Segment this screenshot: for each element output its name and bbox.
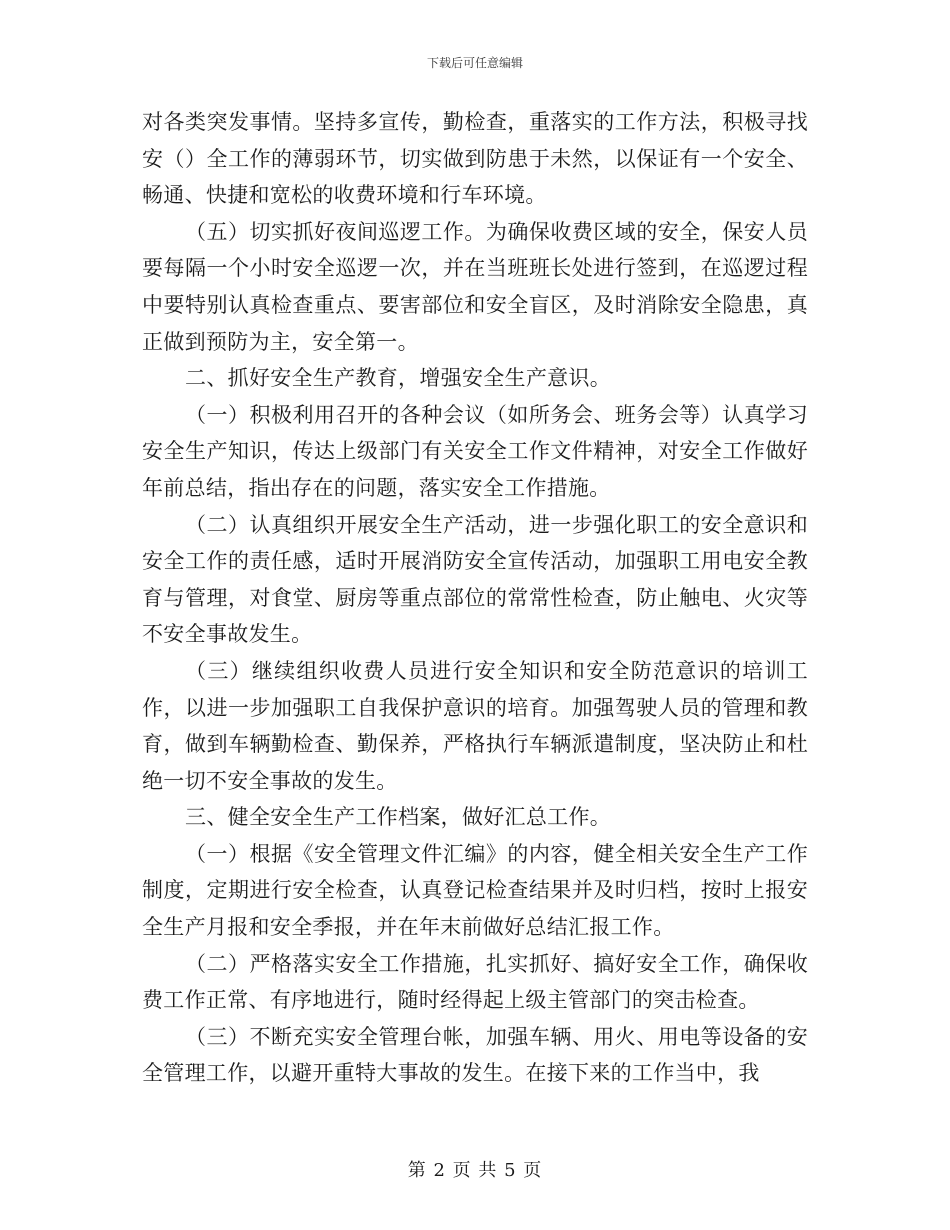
paragraph-4: （一）积极利用召开的各种会议（如所务会、班务会等）认真学习安全生产知识，传达上级部门有关安全工作文件精神，对安全工作做好年前总结，指出存在的问题，落实安全工作措施。 (142, 402, 808, 500)
paragraph-9: （二）严格落实安全工作措施，扎实抓好、搞好安全工作，确保收费工作正常、有序地进行，随时经得起上级主管部门的突击检查。 (142, 951, 808, 1013)
paragraph-6: （三）继续组织收费人员进行安全知识和安全防范意识的培训工作，以进一步加强职工自我保护意识的培育。加强驾驶人员的管理和教育，做到车辆勤检查、勤保养，严格执行车辆派遣制度，坚决防止和杜绝一切不安全事故的发生。 (142, 658, 808, 793)
paragraph-2: （五）切实抓好夜间巡逻工作。为确保收费区域的安全，保安人员要每隔一个小时安全巡逻一次，并在当班班长处进行签到，在巡逻过程中要特别认真检查重点、要害部位和安全盲区，及时消除安全隐患，真正做到预防为主，安全第一。 (142, 219, 808, 354)
paragraph-10: （三）不断充实安全管理台帐，加强车辆、用火、用电等设备的安全管理工作，以避开重特大事故的发生。在接下来的工作当中，我 (142, 1024, 808, 1086)
document-body (142, 104, 808, 1092)
paragraph-1: 对各类突发事情。坚持多宣传，勤检查，重落实的工作方法，积极寻找安（）全工作的薄弱环节，切实做到防患于未然，以保证有一个安全、畅通、快捷和宽松的收费环境和行车环境。 (142, 110, 808, 208)
paragraph-8: （一）根据《安全管理文件汇编》的内容，健全相关安全生产工作制度，定期进行安全检查，认真登记检查结果并及时归档，按时上报安全生产月报和安全季报，并在年末前做好总结汇报工作。 (142, 841, 808, 940)
page-number-footer: 第 2 页 共 5 页 (407, 1160, 543, 1181)
page-header: 下载后可任意编辑 (426, 56, 523, 70)
section-heading-3: 三、健全安全生产工作档案，做好汇总工作。 (185, 805, 612, 830)
section-heading-2: 二、抓好安全生产教育，增强安全生产意识。 (185, 366, 612, 391)
paragraph-5: （二）认真组织开展安全生产活动，进一步强化职工的安全意识和安全工作的责任感，适时开展消防安全宣传活动，加强职工用电安全教育与管理，对食堂、厨房等重点部位的常常性检查，防止触电、火灾等不安全事故发生。 (142, 512, 808, 647)
